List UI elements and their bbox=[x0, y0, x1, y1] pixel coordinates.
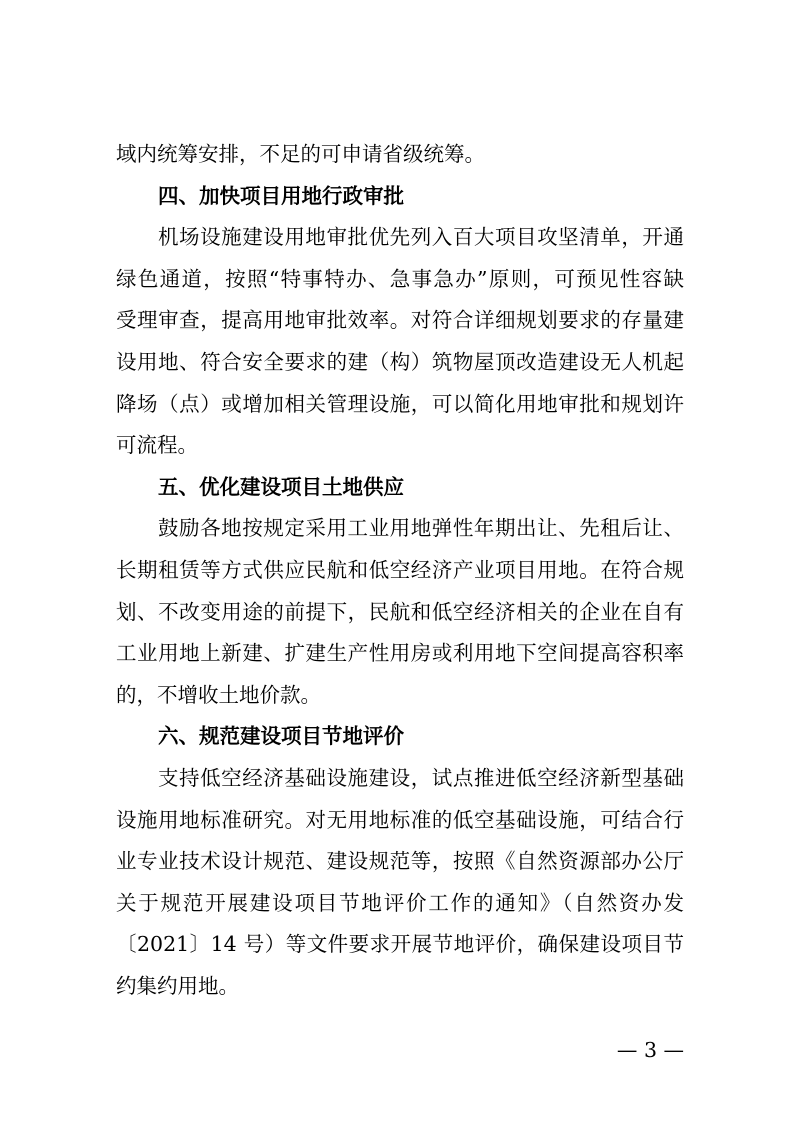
body-line: 业专业技术设计规范、建设规范等，按照《自然资源部办公厅 bbox=[116, 849, 684, 874]
body-line: 〔2021〕14 号）等文件要求开展节地评价，确保建设项目节 bbox=[116, 932, 684, 957]
continuation-line: 域内统筹安排，不足的可申请省级统筹。 bbox=[116, 142, 485, 166]
body-line: 绿色通道，按照“特事特办、急事急办”原则，可预见性容缺 bbox=[116, 266, 684, 291]
document-body bbox=[116, 134, 684, 1007]
body-line: 长期租赁等方式供应民航和低空经济产业项目用地。在符合规 bbox=[116, 557, 684, 582]
section-heading-4: 四、加快项目用地行政审批 bbox=[158, 183, 404, 208]
body-line: 划、不改变用途的前提下，民航和低空经济相关的企业在自有 bbox=[116, 599, 684, 624]
body-line: 关于规范开展建设项目节地评价工作的通知》（自然资办发 bbox=[116, 890, 684, 915]
page-number: — 3 — bbox=[616, 1038, 684, 1062]
body-line: 的，不增收土地价款。 bbox=[116, 682, 321, 707]
body-line: 受理审查，提高用地审批效率。对符合详细规划要求的存量建 bbox=[116, 308, 684, 333]
body-line: 支持低空经济基础设施建设，试点推进低空经济新型基础 bbox=[158, 765, 684, 790]
body-line: 可流程。 bbox=[116, 433, 198, 458]
body-line: 工业用地上新建、扩建生产性用房或利用地下空间提高容积率 bbox=[116, 641, 684, 666]
section-heading-6: 六、规范建设项目节地评价 bbox=[158, 724, 404, 749]
body-line: 设施用地标准研究。对无用地标准的低空基础设施，可结合行 bbox=[116, 807, 684, 832]
section-heading-5: 五、优化建设项目土地供应 bbox=[158, 474, 404, 499]
body-line: 设用地、符合安全要求的建（构）筑物屋顶改造建设无人机起 bbox=[116, 349, 684, 374]
body-line: 鼓励各地按规定采用工业用地弹性年期出让、先租后让、 bbox=[158, 516, 684, 541]
body-line: 机场设施建设用地审批优先列入百大项目攻坚清单，开通 bbox=[158, 225, 684, 250]
body-line: 约集约用地。 bbox=[116, 973, 239, 998]
body-line: 降场（点）或增加相关管理设施，可以简化用地审批和规划许 bbox=[116, 391, 684, 416]
